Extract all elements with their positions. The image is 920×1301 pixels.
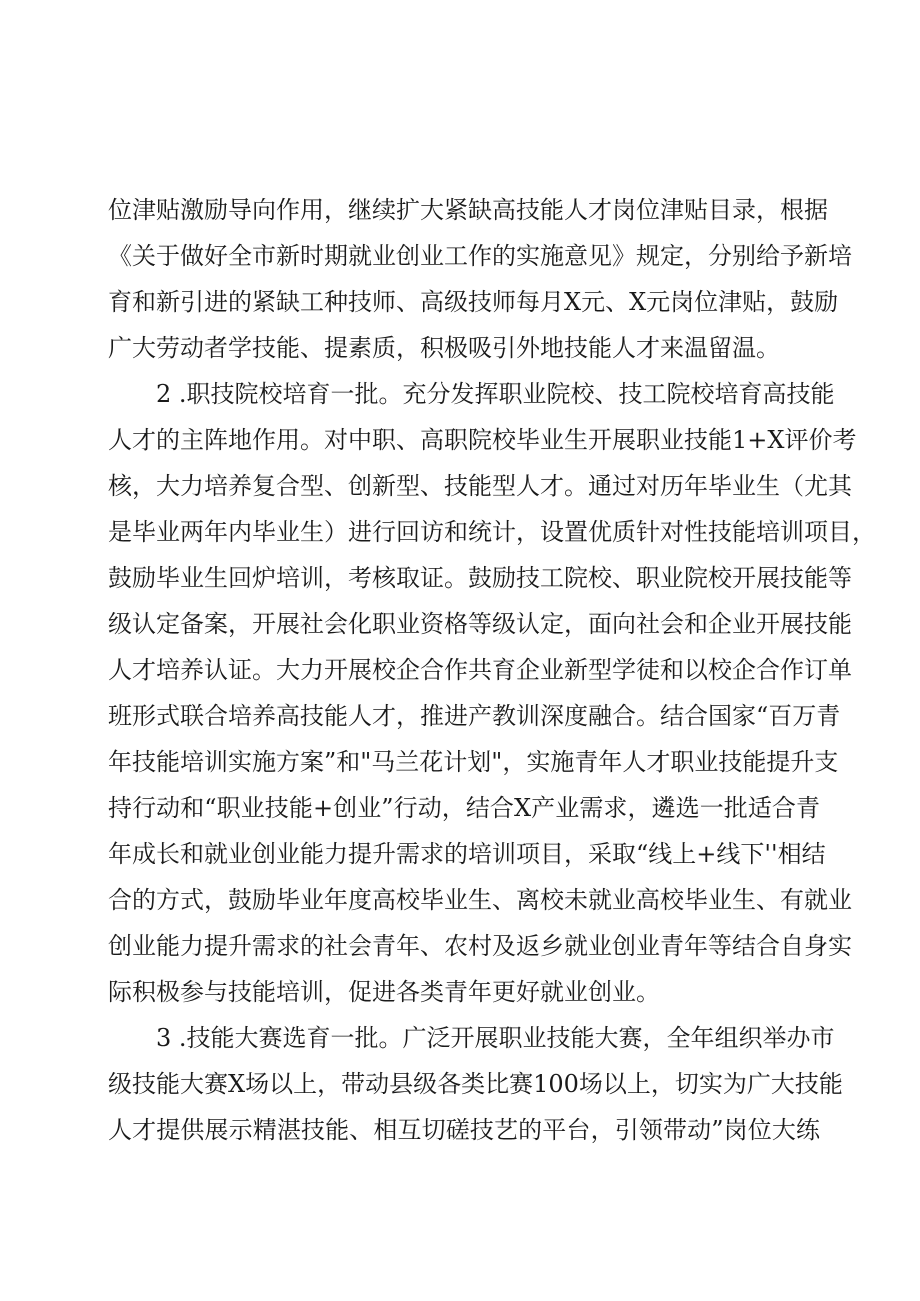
paragraph-2 [108, 371, 876, 1015]
text-line: 位津贴激励导向作用，继续扩大紧缺高技能人才岗位津贴目录，根据 [108, 196, 828, 224]
text-line: 3 .技能大赛选育一批。广泛开展职业技能大赛，全年组织举办市 [156, 1024, 835, 1052]
text-line: 《关于做好全市新时期就业创业工作的实施意见》规定，分别给予新培 [108, 242, 852, 270]
text-line: 是毕业两年内毕业生）进行回访和统计，设置优质针对性技能培训项目， [108, 518, 876, 546]
paragraph-3 [108, 1015, 843, 1153]
text-line: 合的方式，鼓励毕业年度高校毕业生、离校未就业高校毕业生、有就业 [108, 886, 852, 914]
text-line: 级认定备案，开展社会化职业资格等级认定，面向社会和企业开展技能 [108, 610, 852, 638]
text-line: 创业能力提升需求的社会青年、农村及返乡就业创业青年等结合自身实 [108, 932, 852, 960]
text-line: 鼓励毕业生回炉培训，考核取证。鼓励技工院校、职业院校开展技能等 [108, 564, 852, 592]
text-line: 育和新引进的紧缺工种技师、高级技师每月X元、X元岗位津贴，鼓励 [108, 288, 839, 316]
text-line: 人才提供展示精湛技能、相互切磋技艺的平台，引领带动”岗位大练 [108, 1116, 820, 1144]
text-line: 人才培养认证。大力开展校企合作共育企业新型学徒和以校企合作订单 [108, 656, 852, 684]
text-line: 广大劳动者学技能、提素质，积极吸引外地技能人才来温留温。 [108, 334, 780, 362]
text-line: 际积极参与技能培训，促进各类青年更好就业创业。 [108, 978, 660, 1006]
paragraph-1 [108, 187, 852, 371]
text-line: 年成长和就业创业能力提升需求的培训项目，采取“线上+线下''相结 [108, 840, 826, 868]
text-line: 2 .职技院校培育一批。充分发挥职业院校、技工院校培育高技能 [156, 380, 835, 408]
text-line: 年技能培训实施方案”和"马兰花计划"，实施青年人才职业技能提升支 [108, 748, 839, 776]
document-body [108, 187, 876, 1153]
text-line: 人才的主阵地作用。对中职、高职院校毕业生开展职业技能1+X评价考 [108, 426, 857, 454]
text-line: 持行动和“职业技能+创业”行动，结合X产业需求，遴选一批适合青 [108, 794, 820, 822]
text-line: 班形式联合培养高技能人才，推进产教训深度融合。结合国家“百万青 [108, 702, 841, 730]
text-line: 级技能大赛X场以上，带动县级各类比赛100场以上，切实为广大技能 [108, 1070, 843, 1098]
text-line: 核，大力培养复合型、创新型、技能型人才。通过对历年毕业生（尤其 [108, 472, 852, 500]
